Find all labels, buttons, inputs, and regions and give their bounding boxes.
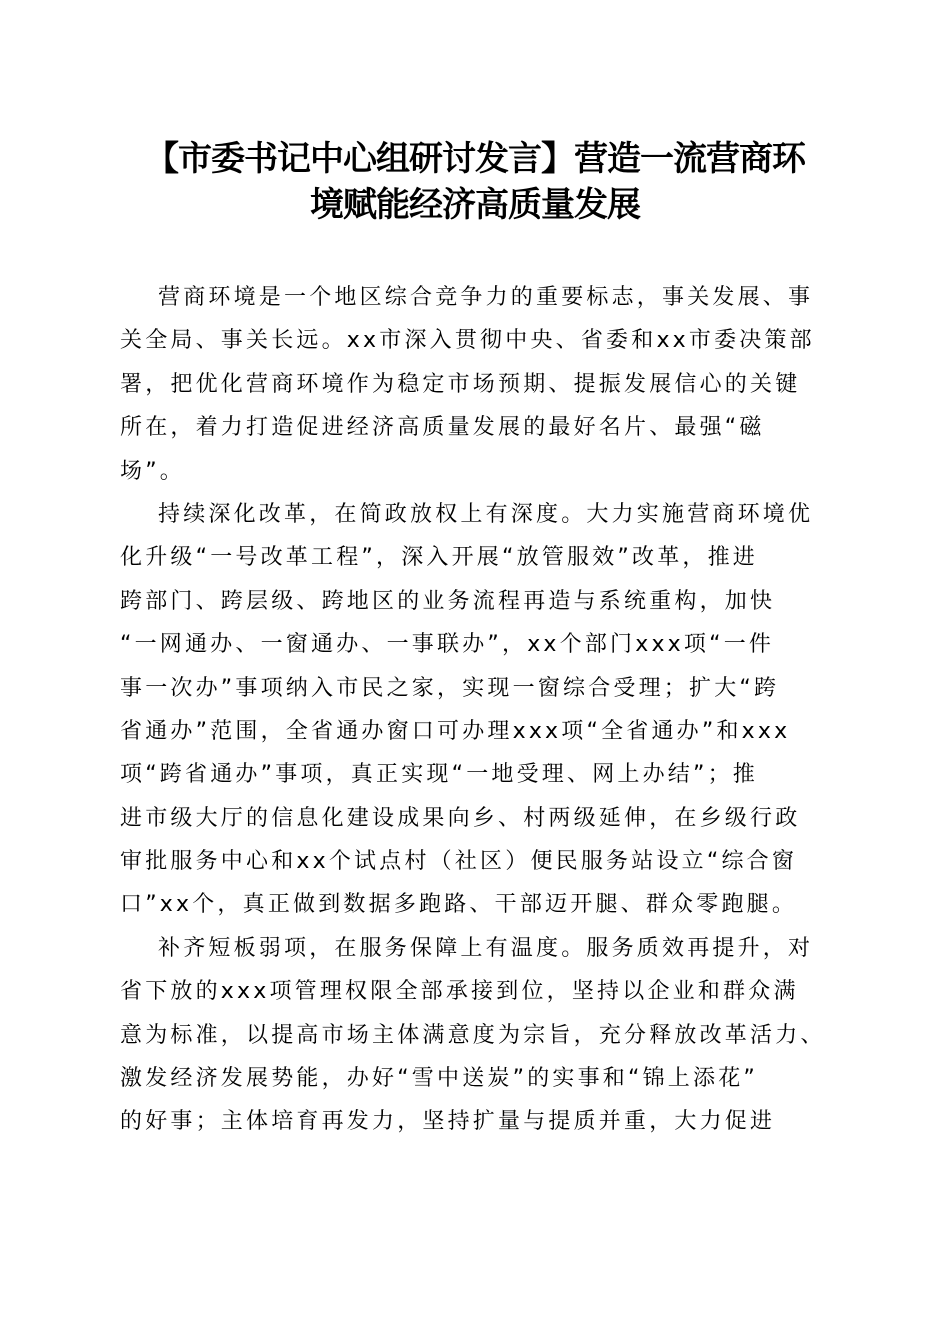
paragraph-reform [120,493,830,927]
text-line: 补齐短板弱项，在服务保障上有温度。服务质效再提升，对 [158,935,814,961]
text-line: 激发经济发展势能，办好“雪中送炭”的实事和“锦上添花” [120,1066,758,1092]
text-line: 进市级大厅的信息化建设成果向乡、村两级延伸，在乡级行政 [120,805,801,831]
text-line: 场”。 [120,458,185,484]
text-line: 口”xx个，真正做到数据多跑路、干部迈开腿、群众零跑腿。 [120,892,798,918]
text-line: 所在，着力打造促进经济高质量发展的最好名片、最强“磁 [120,415,765,441]
text-line: 省通办”范围，全省通办窗口可办理xxx项“全省通办”和xxx [120,718,791,744]
text-line: 化升级“一号改革工程”，深入开展“放管服效”改革，推进 [120,545,758,571]
paragraph-service [120,927,830,1144]
title-line-1: 【市委书记中心组研讨发言】营造一流营商环 [145,139,805,179]
text-line: 的好事；主体培育再发力，坚持扩量与提质并重，大力促进 [120,1109,776,1135]
text-line: 项“跨省通办”事项，真正实现“一地受理、网上办结”；推 [120,762,758,788]
text-line: 营商环境是一个地区综合竞争力的重要标志，事关发展、事 [158,285,814,310]
text-line: 署，把优化营商环境作为稳定市场预期、提振发展信心的关键 [120,371,801,397]
document-title [100,136,850,228]
text-line: 省下放的xxx项管理权限全部承接到位，坚持以企业和群众满 [120,979,799,1005]
text-line: 意为标准，以提高市场主体满意度为宗旨，充分释放改革活力、 [120,1022,826,1048]
paragraph-intro [120,276,830,493]
document-body [120,276,830,1144]
text-line: 事一次办”事项纳入市民之家，实现一窗综合受理；扩大“跨 [120,675,780,701]
text-line: 关全局、事关长远。xx市深入贯彻中央、省委和xx市委决策部 [120,328,815,354]
text-line: 持续深化改革，在简政放权上有深度。大力实施营商环境优 [158,501,814,527]
text-line: “一网通办、一窗通办、一事联办”，xx个部门xxx项“一件 [120,632,775,658]
text-line: 审批服务中心和xx个试点村（社区）便民服务站设立“综合窗 [120,849,798,875]
title-line-2: 境赋能经济高质量发展 [310,185,640,225]
text-line: 跨部门、跨层级、跨地区的业务流程再造与系统重构，加快 [120,588,776,614]
